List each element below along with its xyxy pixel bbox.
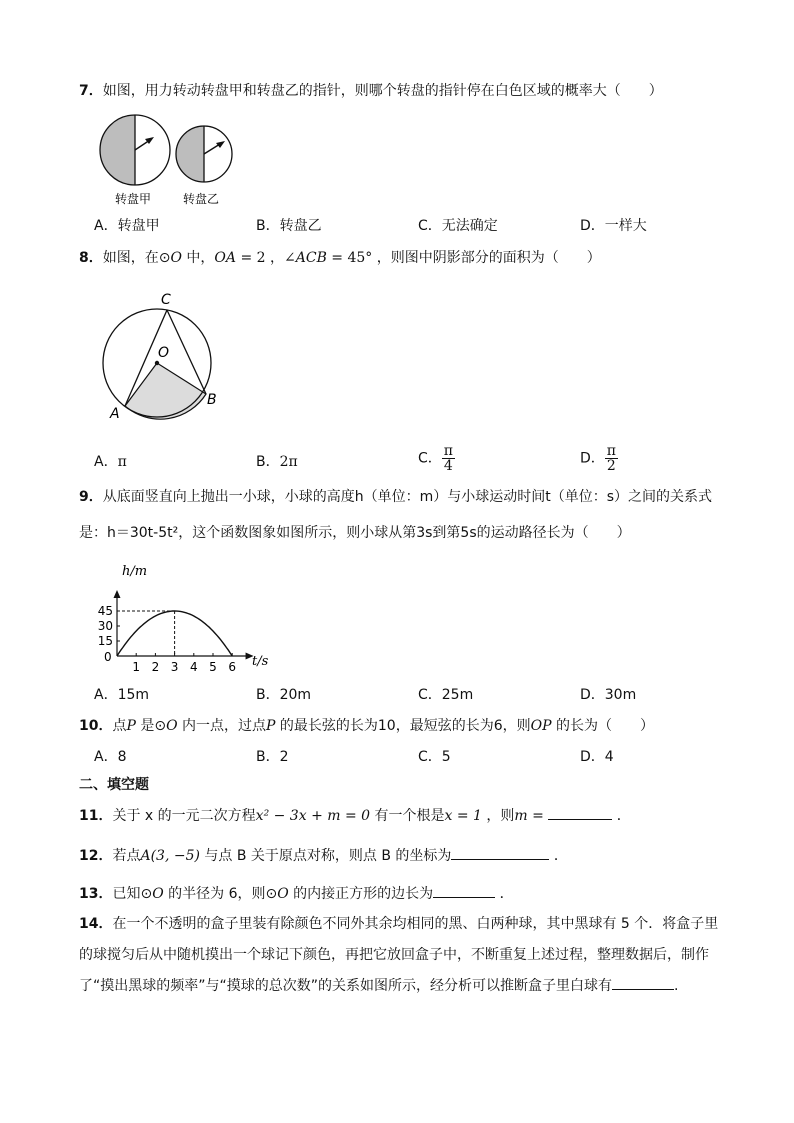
y-tick-label: 45: [97, 604, 113, 618]
question-9-line2: 是：h＝30t-5t²，这个函数图象如图所示，则小球从第3s到第5s的运动路径长为（ ）: [79, 525, 631, 541]
question-number: 10．: [79, 718, 113, 734]
question-12: 12．若点A(3, −5) 与点 B 关于原点对称，则点 B 的坐标为 ．: [79, 845, 568, 866]
fraction: $\frac{\pi}{4}$: [443, 443, 453, 474]
label-a: A: [110, 406, 120, 422]
x-tick-label: 5: [209, 660, 217, 674]
answer-blank[interactable]: [612, 975, 674, 990]
option-b: B．2π: [256, 454, 298, 470]
option-a: A．π: [94, 454, 127, 470]
shaded-sector: [125, 363, 206, 419]
option-d: D． $\frac{\pi}{2}$: [580, 443, 616, 474]
question-9-line1: 9．从底面竖直向上抛出一小球，小球的高度h（单位：m）与小球运动时间t（单位：s）之间的关系式: [79, 489, 713, 505]
question-11: 11．关于 x 的一元二次方程x² − 3x + m = 0 有一个根是x = 1 ，则m = ．: [79, 805, 631, 826]
question-number: 14．: [79, 916, 113, 932]
label-c: C: [161, 292, 171, 308]
question-14-line2: 的球搅匀后从中随机摸出一个球记下颜色，再把它放回盒子中，不断重复上述过程，整理数据后，制作: [79, 947, 709, 963]
spinner-figure: [90, 112, 250, 212]
option-b: B．20m: [256, 687, 312, 703]
y-tick-label: 30: [97, 619, 113, 633]
option-a: A．15m: [94, 687, 150, 703]
y-axis-label: h/m: [122, 564, 148, 579]
x-tick-label: 4: [189, 660, 198, 674]
option-d: D．30m: [580, 687, 637, 703]
option-b: B．2: [256, 749, 289, 765]
circle-figure: [95, 285, 235, 425]
question-10: 10．点P 是⊙O 内一点，过点P 的最长弦的长为10，最短弦的长为6，则OP 的长为（ ）: [79, 718, 654, 734]
answer-blank[interactable]: [548, 805, 612, 820]
section-heading: 二、填空题: [79, 777, 149, 793]
x-tick-label: 3: [170, 660, 179, 674]
height-time-chart: [95, 560, 285, 675]
origin-label: 0: [104, 650, 112, 664]
question-number: 9．: [79, 489, 103, 505]
label-spinner-yi: 转盘乙: [183, 192, 220, 206]
spinner-yi: [176, 126, 232, 182]
option-a: A．8: [94, 749, 127, 765]
option-b: B．转盘乙: [256, 218, 322, 234]
option-c: C． $\frac{\pi}{4}$: [418, 443, 453, 474]
question-14-line1: 14．在一个不透明的盒子里装有除颜色不同外其余均相同的黑、白两种球，其中黑球有 5 个．将盒子里: [79, 916, 719, 932]
answer-blank[interactable]: [433, 883, 495, 898]
label-spinner-jia: 转盘甲: [115, 192, 152, 206]
question-14-line3: 了“摸出黑球的频率”与“摸球的总次数”的关系如图所示，经分析可以推断盒子里白球有 .: [79, 975, 678, 996]
label-o: O: [158, 345, 170, 361]
option-c: C．25m: [418, 687, 474, 703]
option-a: A．转盘甲: [94, 218, 160, 234]
spinner-jia: [100, 115, 170, 185]
question-number: 11．: [79, 808, 113, 824]
spinner-yi-shaded-half: [176, 126, 204, 182]
x-tick-label: 2: [151, 660, 160, 674]
question-text: 如图，用力转动转盘甲和转盘乙的指针，则哪个转盘的指针停在白色区域的概率大（ ）: [102, 83, 663, 99]
label-b: B: [207, 392, 217, 408]
center-point: [155, 361, 159, 365]
fraction: $\frac{\pi}{2}$: [606, 443, 616, 474]
x-axis-label: t/s: [252, 654, 269, 669]
option-c: C．无法确定: [418, 218, 498, 234]
option-d: D．一样大: [580, 218, 647, 234]
question-number: 8．: [79, 250, 103, 266]
option-c: C．5: [418, 749, 451, 765]
spinner-jia-shaded-half: [100, 115, 135, 185]
question-number: 12．: [79, 848, 113, 864]
question-13: 13．已知⊙O 的半径为 6，则⊙O 的内接正方形的边长为 ．: [79, 883, 514, 904]
question-8: 8．如图，在⊙O 中，OA = 2 ，∠ACB = 45° ，则图中阴影部分的面积为（ ）: [79, 250, 601, 266]
arrow-icon: [216, 141, 225, 148]
spinner-yi-pointer: [204, 144, 220, 154]
question-number: 13．: [79, 886, 113, 902]
y-tick-label: 15: [97, 634, 113, 648]
option-d: D．4: [580, 749, 614, 765]
y-axis-arrow-icon: [114, 590, 121, 598]
answer-blank[interactable]: [451, 845, 549, 860]
question-7: [79, 81, 663, 101]
question-number: 7．: [79, 83, 103, 99]
x-tick-label: 6: [228, 660, 237, 674]
x-tick-label: 1: [132, 660, 141, 674]
